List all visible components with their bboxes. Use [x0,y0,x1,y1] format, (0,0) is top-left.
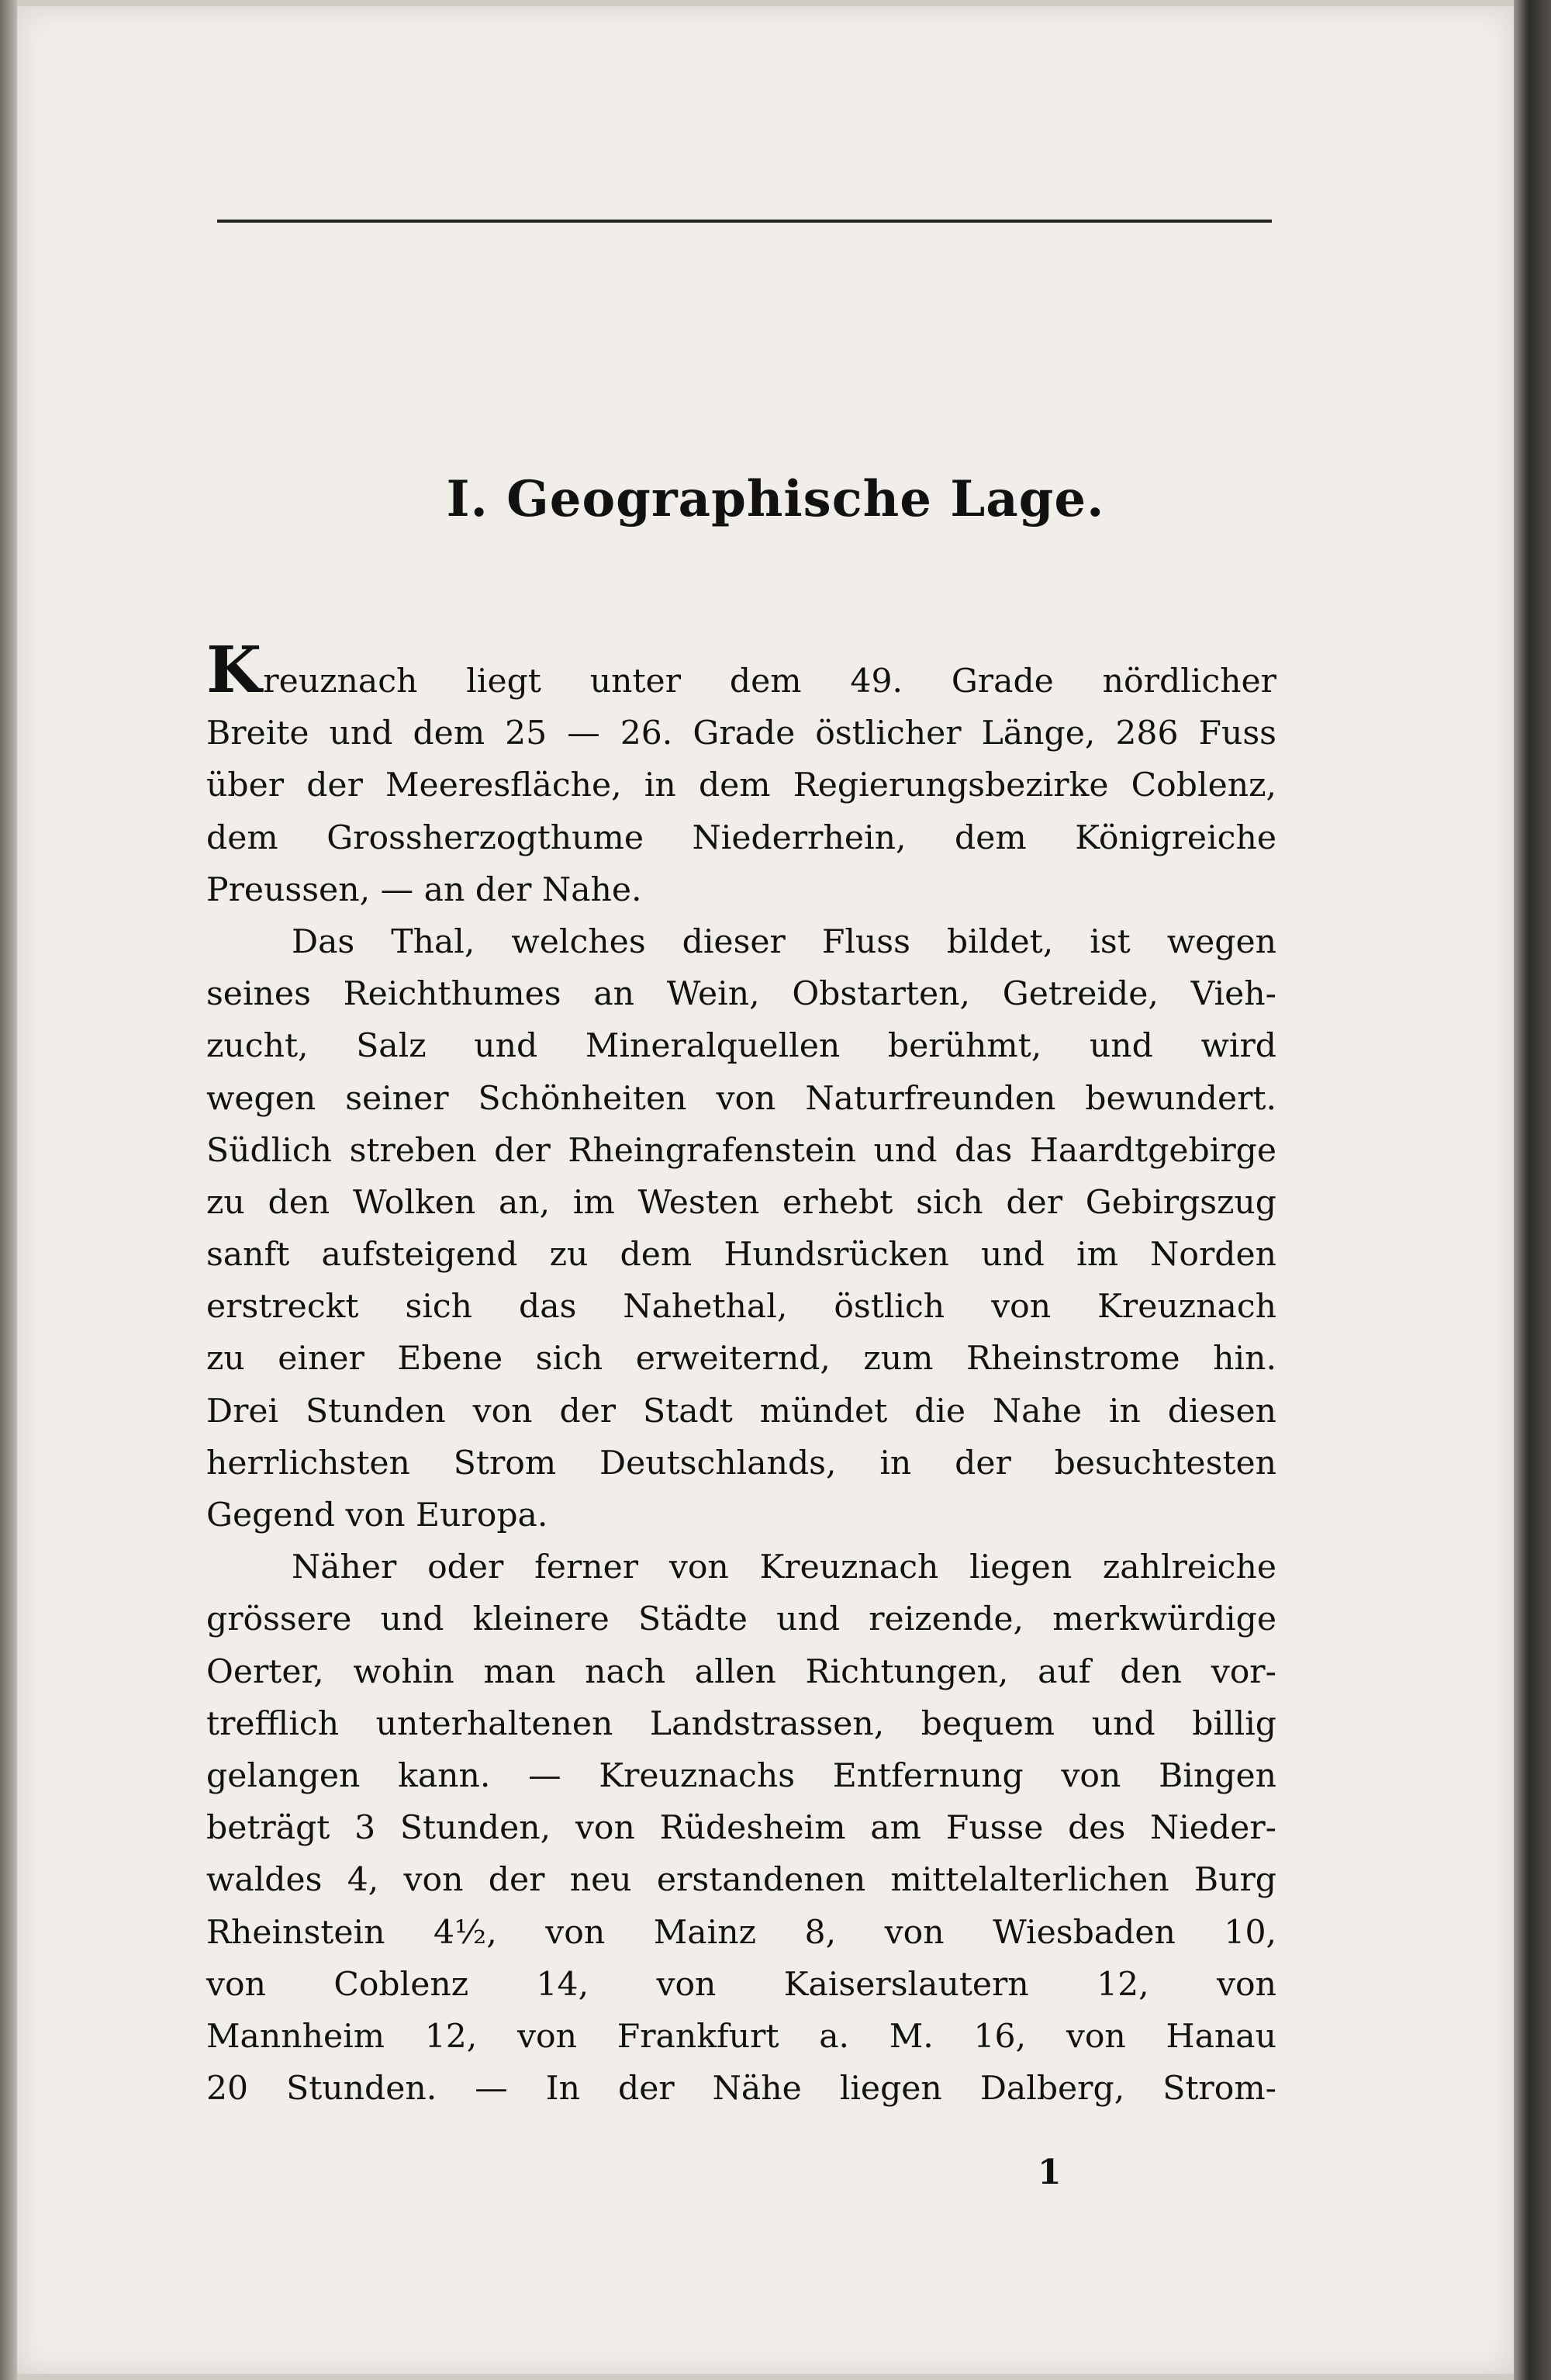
text-line: sanft aufsteigend zu dem Hundsrücken und im Norden [206,1236,1276,1275]
text-line: Rheinstein 4½, von Mainz 8, von Wiesbaden 10, [206,1913,1276,1952]
text-line: Das Thal, welches dieser Fluss bildet, ist wegen [292,922,1276,961]
text-line: Mannheim 12, von Frankfurt a. M. 16, von Hanau [206,2017,1276,2056]
text-line: Kreuznach liegt unter dem 49. Grade nördlicher [206,633,1276,707]
text-line: von Coblenz 14, von Kaiserslautern 12, von [206,1965,1276,2004]
text-line: waldes 4, von der neu erstandenen mittelalterlichen Burg [206,1861,1276,1900]
text-line: gelangen kann. — Kreuznachs Entfernung von Bingen [206,1756,1276,1795]
text-line: herrlichsten Strom Deutschlands, in der besuchtesten [206,1444,1276,1482]
text-line: Oerter, wohin man nach allen Richtungen, auf den vor- [206,1652,1276,1691]
book-spine-shadow [1514,0,1551,2380]
chapter-heading: I. Geographische Lage. [446,470,1105,528]
drop-initial: K [206,633,262,707]
text-line: Preussen, — an der Nahe. [206,870,642,909]
text-line: Näher oder ferner von Kreuznach liegen zahlreiche [292,1548,1276,1587]
text-line: Gegend von Europa. [206,1496,548,1534]
header-rule [217,220,1272,223]
text-line: zucht, Salz und Mineralquellen berühmt, und wird [206,1027,1276,1066]
text-line: Südlich streben der Rheingrafenstein und das Haardtgebirge [206,1131,1276,1170]
text-line: zu den Wolken an, im Westen erhebt sich der Gebirgszug [206,1183,1276,1222]
text-line: dem Grossherzogthume Niederrhein, dem Königreiche [206,818,1276,857]
text-line: erstreckt sich das Nahethal, östlich von Kreuznach [206,1288,1276,1327]
text-line: seines Reichthumes an Wein, Obstarten, Getreide, Vieh- [206,975,1276,1014]
text-line: 20 Stunden. — In der Nähe liegen Dalberg, Strom- [206,2070,1276,2108]
text-line: wegen seiner Schönheiten von Naturfreunden bewundert. [206,1079,1276,1118]
page-left-edge [0,0,17,2380]
text-line: Breite und dem 25 — 26. Grade östlicher Länge, 286 Fuss [206,714,1276,753]
text-line: trefflich unterhaltenen Landstrassen, bequem und billig [206,1704,1276,1743]
text-line: zu einer Ebene sich erweiternd, zum Rheinstrome hin. [206,1340,1276,1379]
text-line: beträgt 3 Stunden, von Rüdesheim am Fusse des Nieder- [206,1809,1276,1848]
text-line: über der Meeresfläche, in dem Regierungsbezirke Coblenz, [206,766,1276,805]
page-number: 1 [1038,2153,1062,2192]
text-line: Drei Stunden von der Stadt mündet die Nahe in diesen [206,1392,1276,1430]
text-line: grössere und kleinere Städte und reizende, merkwürdige [206,1600,1276,1639]
body-text [206,633,1276,2115]
